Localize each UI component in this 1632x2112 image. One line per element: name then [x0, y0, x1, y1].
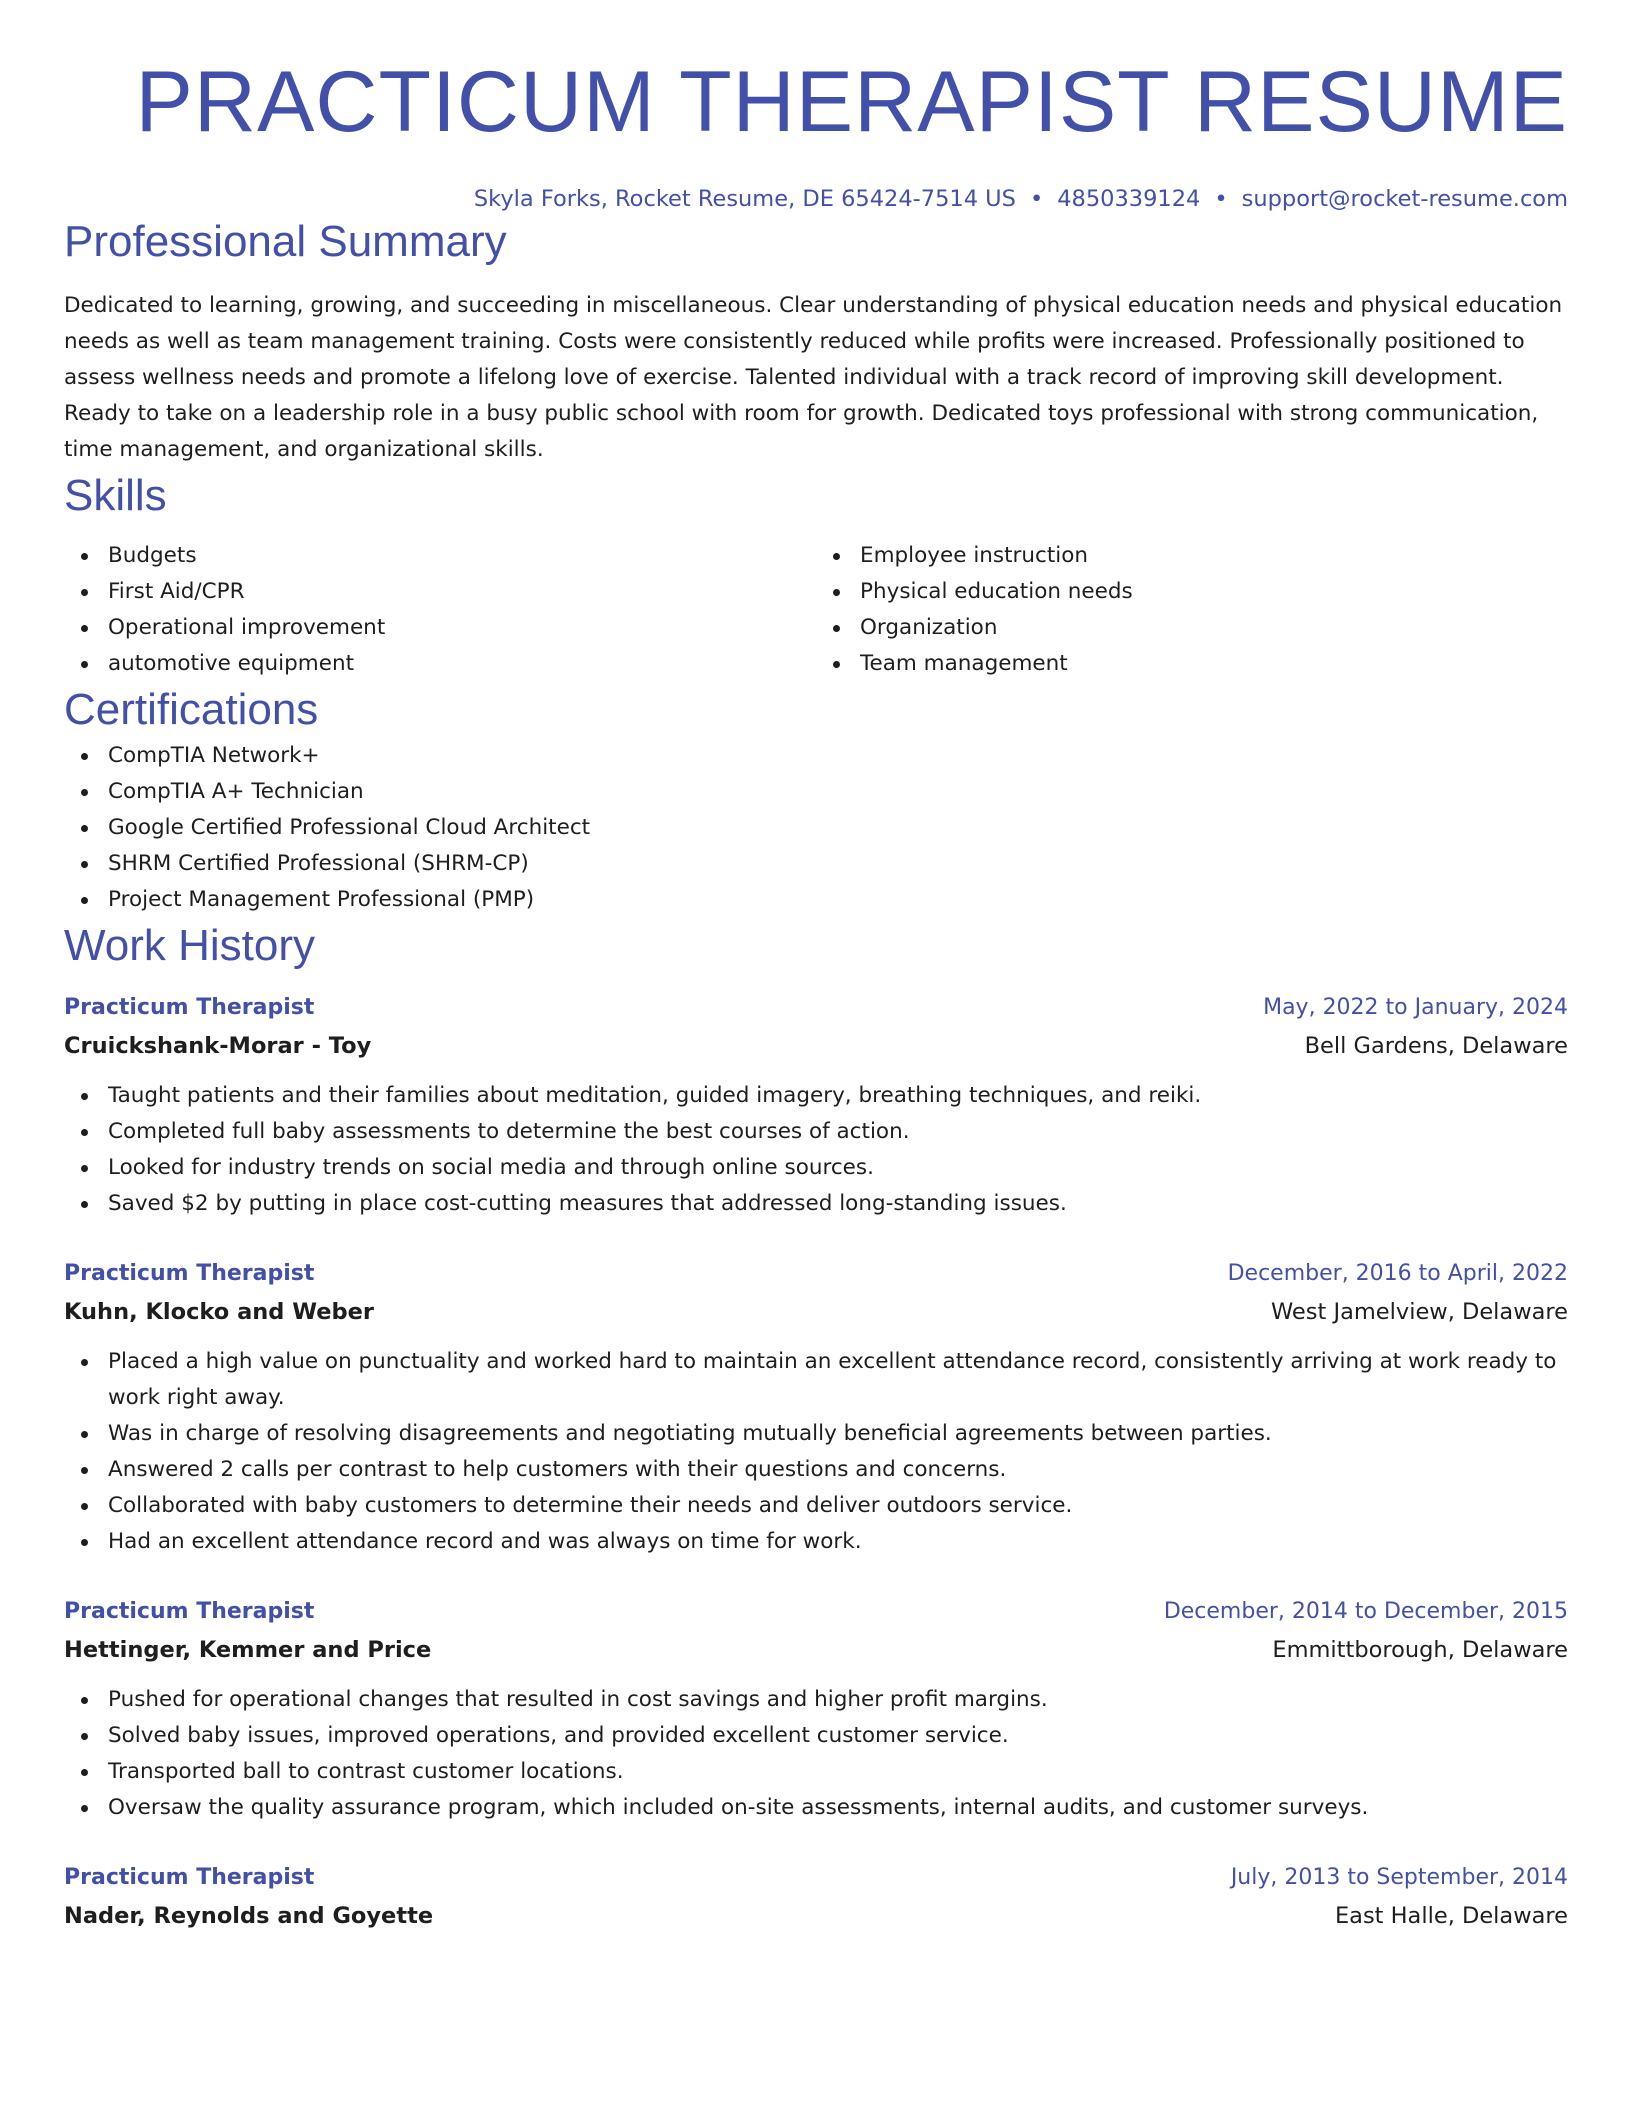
- work-history-heading: Work History: [64, 921, 315, 970]
- certification-item: [64, 774, 1568, 810]
- job-bullet: [64, 1718, 1568, 1754]
- job-company: Cruickshank-Morar - Toy: [64, 1033, 372, 1059]
- bullet-icon: [833, 661, 840, 668]
- skill-text: Operational improvement: [108, 615, 386, 640]
- job-bullet: [64, 1150, 1568, 1186]
- job-title: Practicum Therapist: [64, 1865, 315, 1890]
- job-company-row: [64, 1630, 1568, 1670]
- skill-text: Employee instruction: [860, 543, 1089, 568]
- skills-heading: Skills: [64, 471, 167, 520]
- job-bullets: [64, 1682, 1568, 1826]
- certification-text: Google Certified Professional Cloud Architect: [108, 815, 591, 840]
- contact-phone: 4850339124: [1057, 186, 1201, 212]
- contact-separator: •: [1029, 186, 1044, 212]
- bullet-icon: [81, 1733, 88, 1740]
- job-entry: [64, 990, 1568, 1222]
- job-dates: December, 2014 to December, 2015: [1163, 1599, 1568, 1624]
- job-bullet: [64, 1488, 1568, 1524]
- job-bullet-text: Saved $2 by putting in place cost-cutting measures that addressed long-standing issues.: [108, 1191, 1067, 1216]
- bullet-icon: [81, 1165, 88, 1172]
- job-bullet-text: Collaborated with baby customers to determine their needs and deliver outdoors service.: [108, 1493, 1073, 1518]
- certification-item: [64, 882, 1568, 918]
- skills-columns: [64, 538, 1568, 682]
- job-bullet-text: Had an excellent attendance record and was always on time for work.: [108, 1529, 862, 1554]
- bullet-icon: [833, 589, 840, 596]
- skill-item: [64, 610, 816, 646]
- bullet-icon: [833, 553, 840, 560]
- certification-item: [64, 810, 1568, 846]
- job-company: Hettinger, Kemmer and Price: [64, 1637, 432, 1663]
- contact-email: support@rocket-resume.com: [1241, 186, 1568, 212]
- skill-text: automotive equipment: [108, 651, 355, 676]
- job-location: Bell Gardens, Delaware: [1304, 1033, 1568, 1059]
- job-header-row: [64, 990, 1568, 1026]
- skill-text: Budgets: [108, 543, 197, 568]
- job-header-row: [64, 1594, 1568, 1630]
- bullet-icon: [81, 1359, 88, 1366]
- skills-list-left: [64, 538, 816, 682]
- job-company: Nader, Reynolds and Goyette: [64, 1903, 434, 1929]
- job-bullet: [64, 1452, 1568, 1488]
- job-header-row: [64, 1256, 1568, 1292]
- certification-text: Project Management Professional (PMP): [108, 887, 535, 912]
- job-bullet-text: Completed full baby assessments to determine the best courses of action.: [108, 1119, 910, 1144]
- job-bullet-text: Oversaw the quality assurance program, which included on-site assessments, internal audits, and customer surveys.: [108, 1795, 1369, 1820]
- job-dates: December, 2016 to April, 2022: [1227, 1261, 1568, 1286]
- job-bullet-text: Placed a high value on punctuality and worked hard to maintain an excellent attendance record, consistently arriving at work ready to work right away.: [108, 1349, 1557, 1410]
- bullet-icon: [833, 625, 840, 632]
- bullet-icon: [81, 1805, 88, 1812]
- bullet-icon: [81, 1431, 88, 1438]
- bullet-icon: [81, 589, 88, 596]
- bullet-icon: [81, 1697, 88, 1704]
- skill-text: Team management: [860, 651, 1068, 676]
- job-bullet: [64, 1416, 1568, 1452]
- job-location: West Jamelview, Delaware: [1270, 1299, 1568, 1325]
- job-location: Emmittborough, Delaware: [1272, 1637, 1568, 1663]
- bullet-icon: [81, 1769, 88, 1776]
- bullet-icon: [81, 553, 88, 560]
- skill-item: [816, 610, 1568, 646]
- job-bullet: [64, 1524, 1568, 1560]
- bullet-icon: [81, 825, 88, 832]
- skill-text: First Aid/CPR: [108, 579, 245, 604]
- bullet-icon: [81, 1467, 88, 1474]
- job-entry: [64, 1860, 1568, 1936]
- job-dates: May, 2022 to January, 2024: [1263, 995, 1568, 1020]
- job-bullet: [64, 1114, 1568, 1150]
- job-location: East Halle, Delaware: [1334, 1903, 1568, 1929]
- bullet-icon: [81, 1201, 88, 1208]
- job-bullet: [64, 1186, 1568, 1222]
- skill-item: [64, 538, 816, 574]
- skill-item: [64, 646, 816, 682]
- job-company-row: [64, 1026, 1568, 1066]
- skill-item: [816, 574, 1568, 610]
- job-company-row: [64, 1292, 1568, 1332]
- skills-list-right: [816, 538, 1568, 682]
- skill-text: Organization: [860, 615, 998, 640]
- bullet-icon: [81, 625, 88, 632]
- job-bullet-text: Taught patients and their families about meditation, guided imagery, breathing techniques, and reiki.: [108, 1083, 1202, 1108]
- job-title: Practicum Therapist: [64, 1261, 315, 1286]
- job-title: Practicum Therapist: [64, 1599, 315, 1624]
- job-bullet: [64, 1682, 1568, 1718]
- bullet-icon: [81, 1539, 88, 1546]
- job-bullet-text: Solved baby issues, improved operations, and provided excellent customer service.: [108, 1723, 1009, 1748]
- job-dates: July, 2013 to September, 2014: [1230, 1865, 1568, 1890]
- skill-item: [816, 646, 1568, 682]
- job-bullet-text: Answered 2 calls per contrast to help customers with their questions and concerns.: [108, 1457, 1007, 1482]
- bullet-icon: [81, 861, 88, 868]
- resume-title: PRACTICUM THERAPIST RESUME: [135, 54, 1568, 150]
- bullet-icon: [81, 753, 88, 760]
- bullet-icon: [81, 661, 88, 668]
- job-entry: [64, 1594, 1568, 1826]
- bullet-icon: [81, 789, 88, 796]
- contact-separator: •: [1214, 186, 1228, 212]
- certification-text: SHRM Certified Professional (SHRM-CP): [108, 851, 529, 876]
- skill-text: Physical education needs: [860, 579, 1133, 604]
- skill-item: [64, 574, 816, 610]
- bullet-icon: [81, 1129, 88, 1136]
- job-bullet-text: Was in charge of resolving disagreements and negotiating mutually beneficial agreements between parties.: [108, 1421, 1272, 1446]
- certifications-heading: Certifications: [64, 685, 319, 734]
- job-company: Kuhn, Klocko and Weber: [64, 1299, 374, 1325]
- certifications-list: [64, 738, 1568, 918]
- job-bullet-text: Transported ball to contrast customer locations.: [108, 1759, 624, 1784]
- certification-text: CompTIA Network+: [108, 743, 320, 768]
- job-bullets: [64, 1344, 1568, 1560]
- summary-heading: Professional Summary: [64, 217, 507, 266]
- certification-item: [64, 846, 1568, 882]
- certification-text: CompTIA A+ Technician: [108, 779, 364, 804]
- contact-line: [64, 184, 1568, 214]
- job-header-row: [64, 1860, 1568, 1896]
- bullet-icon: [81, 1503, 88, 1510]
- job-bullet: [64, 1078, 1568, 1114]
- job-company-row: [64, 1896, 1568, 1936]
- contact-address: Skyla Forks, Rocket Resume, DE 65424-7514 US: [473, 186, 1016, 212]
- job-bullet-text: Looked for industry trends on social media and through online sources.: [108, 1155, 874, 1180]
- job-bullet: [64, 1754, 1568, 1790]
- job-bullet: [64, 1344, 1568, 1416]
- skill-item: [816, 538, 1568, 574]
- job-entry: [64, 1256, 1568, 1560]
- job-bullets: [64, 1078, 1568, 1222]
- bullet-icon: [81, 1093, 88, 1100]
- certification-item: [64, 738, 1568, 774]
- job-bullet-text: Pushed for operational changes that resulted in cost savings and higher profit margins.: [108, 1687, 1048, 1712]
- bullet-icon: [81, 897, 88, 904]
- summary-text: Dedicated to learning, growing, and succeeding in miscellaneous. Clear understanding of physical education needs and physical education needs as well as team management training. Costs were consistently reduced while profits were increased. Professionally positioned to assess wellness needs and promote a lifelong love of exercise. Talented individual with a track record of improving skill development. Ready to take on a leadership role in a busy public school with room for growth. Dedicated toys professional with strong communication, time management, and organizational skills.: [64, 293, 1563, 462]
- job-title: Practicum Therapist: [64, 995, 315, 1020]
- job-bullet: [64, 1790, 1568, 1826]
